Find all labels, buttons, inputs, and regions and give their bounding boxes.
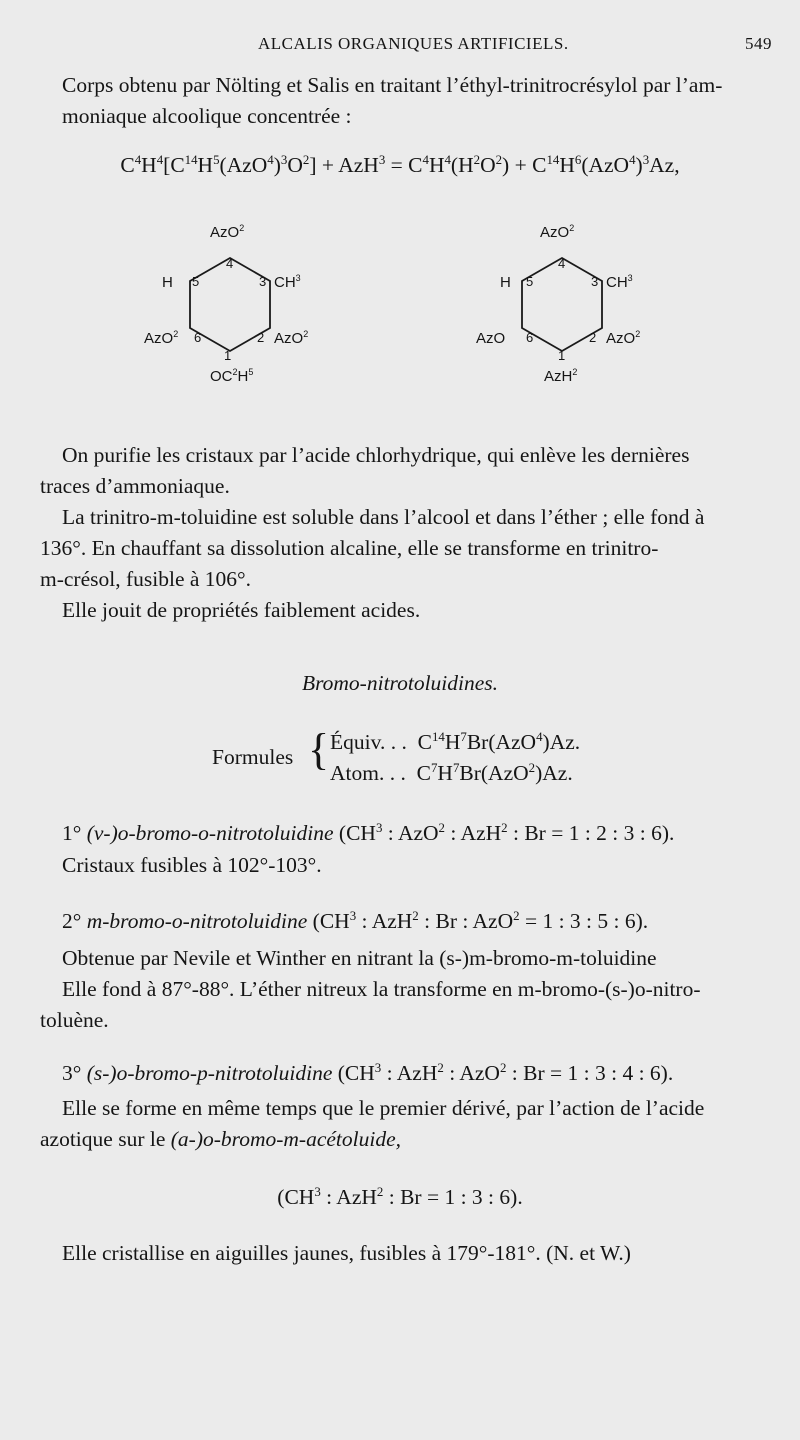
right-pos-5: 5: [526, 274, 534, 289]
intro-line-2: moniaque alcoolique concentrée :: [62, 104, 352, 128]
left-upper-left-substituent: H: [162, 274, 173, 291]
item-3-heading: 3° (s-)o-bromo-p-nitrotoluidine ($CH^3$ : AzH$^2$ : AzO$^2$ : Br = 1 : 3 : 4 : 6).: [62, 1060, 674, 1085]
left-pos-6: 6: [194, 330, 202, 345]
item-3-description: [40, 1093, 778, 1155]
solubility-line-3: m-crésol, fusible à 106°.: [40, 567, 252, 591]
left-pos-3: 3: [259, 274, 267, 289]
right-upper-right-substituent: $CH^3$: [606, 273, 633, 291]
solubility-line-2: 136°. En chauffant sa dissolution alcaline, elle se transforme en trinitro-: [40, 536, 659, 560]
item-2-description: [40, 943, 778, 1036]
right-pos-1: 1: [558, 348, 566, 363]
item-2-line-2: Elle fond à 87°-88°. L’éther nitreux la transforme en m-bromo-(s-)o-nitro-: [62, 977, 701, 1001]
weak-acid-sentence: Elle jouit de propriétés faiblement acides.: [62, 598, 421, 622]
intro-line-1: Corps obtenu par Nölting et Salis en traitant l’éthyl-trinitrocrésylol par l’am-: [62, 73, 723, 97]
item-2-heading: 2° m-bromo-o-nitrotoluidine ($CH^3$ : AzH$^2$ : Br : AzO$^2$ = 1 : 3 : 5 : 6).: [62, 908, 649, 933]
structure-right: [470, 220, 680, 400]
right-upper-left-substituent: H: [500, 274, 511, 291]
right-bottom-substituent: AzH$^2$: [544, 367, 578, 385]
left-top-substituent: AzO$^2$: [210, 223, 245, 241]
solubility-paragraph: [40, 502, 778, 595]
item-1-description: Cristaux fusibles à 102°-103°.: [62, 853, 322, 877]
item-2-line-3: toluène.: [40, 1008, 109, 1032]
left-lower-left-substituent: AzO$^2$: [144, 329, 179, 347]
formules-brace: {: [308, 725, 330, 774]
page-number: 549: [745, 34, 772, 53]
item-3-formula: ($CH^3$ : AzH$^2$ : Br = 1 : 3 : 6).: [277, 1184, 523, 1209]
right-pos-3: 3: [591, 274, 599, 289]
left-lower-right-substituent: AzO$^2$: [274, 329, 309, 347]
purify-paragraph: [40, 440, 778, 502]
purify-line-2: traces d’ammoniaque.: [40, 474, 230, 498]
right-pos-4: 4: [558, 256, 566, 271]
formula-atom: Atom. . . $C^7H^7Br(AzO^2)Az$.: [330, 760, 573, 785]
item-3-line-3: Elle cristallise en aiguilles jaunes, fusibles à 179°-181°. (N. et W.): [62, 1241, 631, 1265]
solubility-line-1: La trinitro-m-toluidine est soluble dans l’alcool et dans l’éther ; elle fond à: [62, 505, 705, 529]
right-top-substituent: AzO$^2$: [540, 223, 575, 241]
formula-equiv: Équiv. . . $C^{14}H^7Br(AzO^4)Az$.: [330, 729, 581, 754]
left-bottom-substituent: $OC^2H^5$: [210, 367, 254, 385]
left-pos-4: 4: [226, 256, 234, 271]
left-pos-2: 2: [257, 330, 265, 345]
formules-label: Formules: [212, 745, 294, 769]
item-3-line-1: Elle se forme en même temps que le premier dérivé, par l’action de l’acide: [62, 1096, 705, 1120]
right-pos-6: 6: [526, 330, 534, 345]
left-pos-1: 1: [224, 348, 232, 363]
section-title: Bromo-nitrotoluidines.: [301, 671, 499, 695]
structure-left: [140, 220, 340, 400]
purify-line-1: On purifie les cristaux par l’acide chlorhydrique, qui enlève les dernières: [62, 443, 690, 467]
right-lower-right-substituent: AzO$^2$: [606, 329, 641, 347]
item-1-heading: 1° (v-)o-bromo-o-nitrotoluidine ($CH^3$ : AzO$^2$ : AzH$^2$ : Br = 1 : 2 : 3 : 6).: [62, 820, 675, 845]
right-lower-left-substituent: AzO: [476, 330, 506, 347]
left-upper-right-substituent: $CH^3$: [274, 273, 301, 291]
right-pos-2: 2: [589, 330, 597, 345]
running-title: ALCALIS ORGANIQUES ARTIFICIELS.: [258, 34, 569, 53]
item-3-line-2: azotique sur le (a-)o-bromo-m-acétoluide,: [40, 1127, 402, 1151]
item-2-line-1: Obtenue par Nevile et Winther en nitrant la (s-)m-bromo-m-toluidine: [62, 946, 657, 970]
intro-paragraph: [62, 70, 772, 132]
reaction-equation: $C^4H^4[C^{14}H^5(AzO^4)^3O^2] + AzH^3 = C^4H^4(H^2O^2) + C^{14}H^6(AzO^4)^3Az$,: [120, 152, 680, 177]
left-pos-5: 5: [192, 274, 200, 289]
